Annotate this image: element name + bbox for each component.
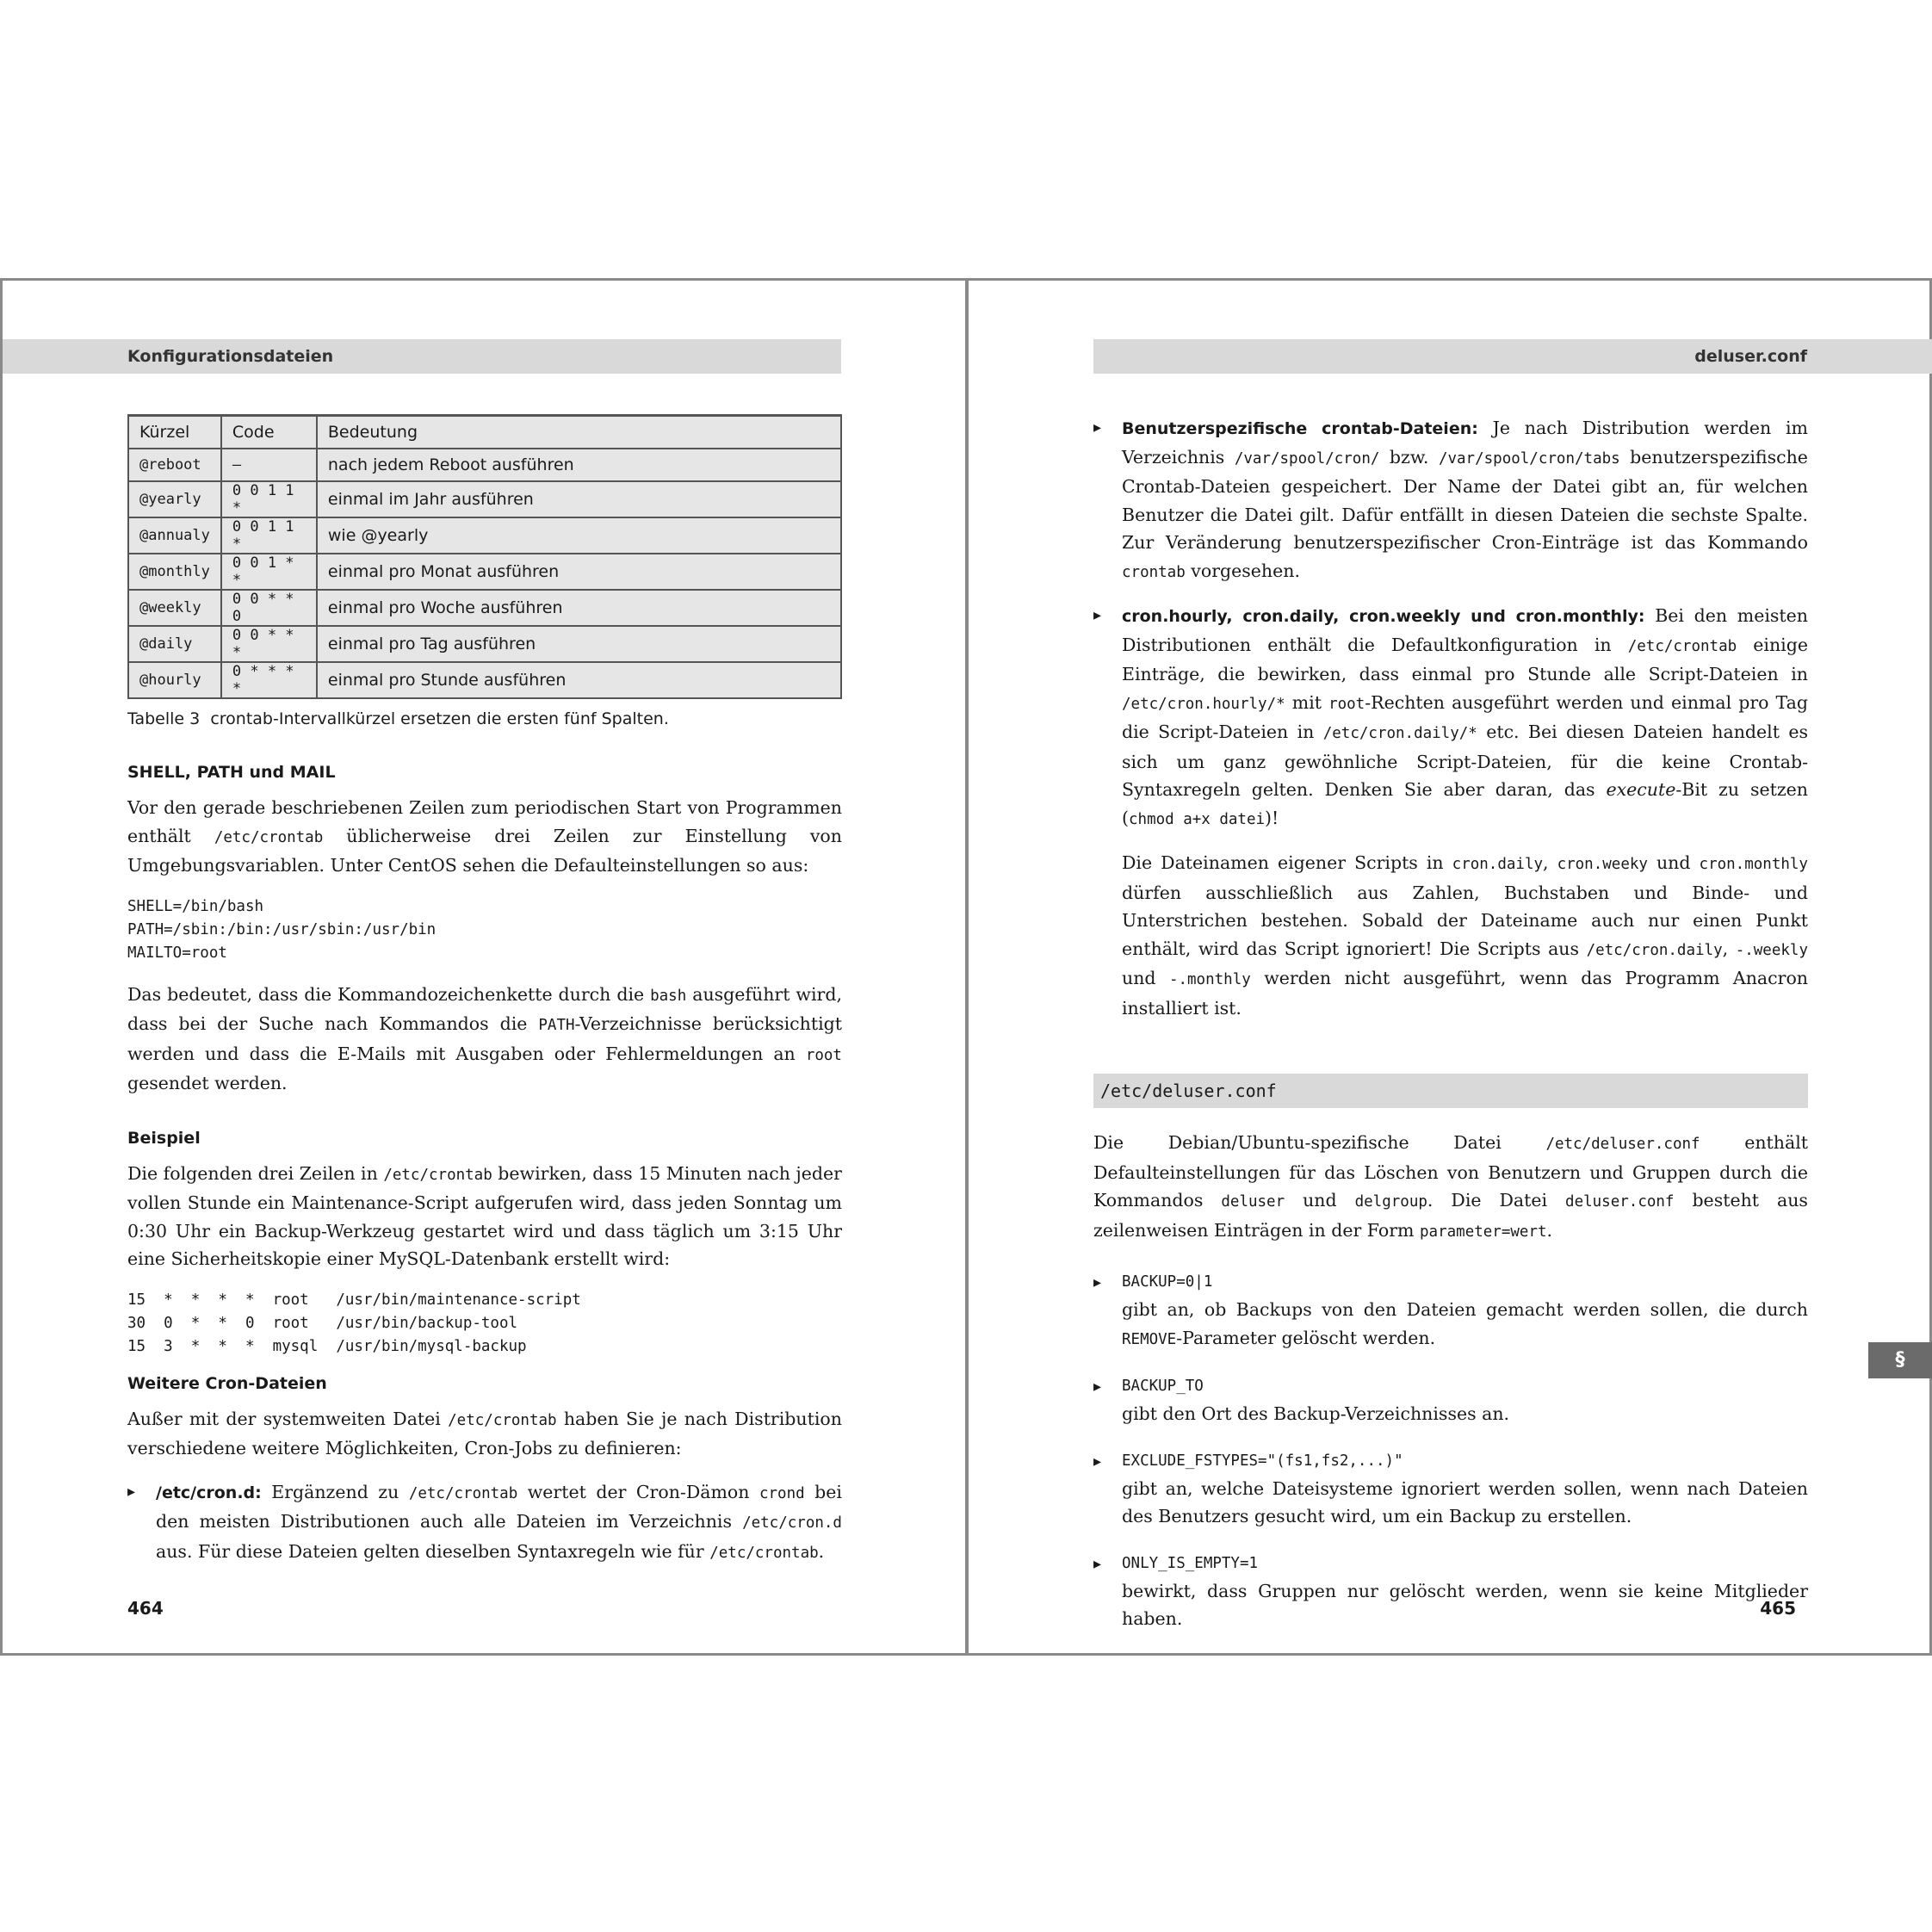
inline-code: /var/spool/cron/tabs bbox=[1438, 449, 1620, 468]
inline-code: /etc/crontab bbox=[383, 1166, 492, 1184]
option-name: BACKUP_TO bbox=[1122, 1378, 1204, 1395]
text: -Bit zu setzen ( bbox=[1122, 779, 1808, 828]
option-description bbox=[1093, 1475, 1808, 1531]
text: , bbox=[1722, 938, 1729, 959]
inline-code: cron.weeky bbox=[1557, 856, 1648, 873]
text: benutzerspezifische Crontab-Dateien gespeichert. Der Name der Datei gibt an, für welchen Benutzer die Datei gilt. Dafür entfällt in diesen Dateien die sechste Spalte. Zur Veränderung benutzerspezifischer Cron-Einträge ist das Kommando bbox=[1122, 446, 1808, 553]
table-caption bbox=[127, 709, 842, 728]
inline-code: -.monthly bbox=[1168, 971, 1251, 988]
option-backup-to bbox=[1093, 1378, 1808, 1395]
table-cell: 0 0 1 1 * bbox=[221, 481, 317, 517]
inline-code: /etc/cron.daily/* bbox=[1322, 725, 1477, 742]
text: ausgeführt wird, dass bei der Suche nach Kommandos die bbox=[127, 983, 842, 1034]
right-page bbox=[966, 278, 1932, 1656]
text: Bei den meisten Distributionen enthält die Defaultkonfiguration in bbox=[1122, 605, 1808, 655]
table-cell: nach jedem Reboot ausführen bbox=[317, 449, 841, 481]
inline-code: cron.monthly bbox=[1699, 856, 1808, 873]
left-content bbox=[127, 414, 842, 1582]
paragraph-env-vars bbox=[127, 794, 842, 880]
text: wertet der Cron-Dämon bbox=[527, 1481, 750, 1502]
table-cell: @annualy bbox=[128, 517, 221, 554]
text: bzw. bbox=[1389, 446, 1429, 468]
table-cell: @daily bbox=[128, 626, 221, 662]
text: )! bbox=[1265, 807, 1279, 828]
table-cell: – bbox=[221, 449, 317, 481]
chapter-thumb-tab: § bbox=[1868, 1342, 1932, 1378]
text: Vor den gerade beschriebenen Zeilen zum periodischen Start von Programmen enthält bbox=[127, 797, 842, 846]
text: und bbox=[1303, 1190, 1337, 1211]
bullet-title: /etc/cron.d: bbox=[156, 1483, 262, 1502]
text: -Rechten ausgeführt werden und einmal pro Tag die Script-Dateien in bbox=[1122, 691, 1808, 742]
inline-code: /etc/crontab bbox=[709, 1544, 819, 1562]
paragraph-other-options bbox=[127, 1405, 842, 1463]
text: besteht aus zeilenweisen Einträgen in der Form bbox=[1093, 1190, 1808, 1241]
table-row bbox=[128, 481, 841, 517]
text: Die Debian/Ubuntu-spezifische Datei bbox=[1093, 1132, 1502, 1153]
inline-code: PATH bbox=[538, 1017, 575, 1034]
inline-code: /var/spool/cron/ bbox=[1234, 449, 1380, 468]
running-head-right: deluser.conf bbox=[1093, 339, 1932, 374]
text: Ergänzend zu bbox=[271, 1481, 399, 1502]
inline-code: parameter=wert bbox=[1420, 1223, 1547, 1241]
inline-code: /etc/crontab bbox=[448, 1411, 557, 1429]
inline-code: /etc/deluser.conf bbox=[1545, 1136, 1700, 1153]
inline-code: crontab bbox=[1122, 563, 1186, 581]
table-cell: einmal pro Monat ausführen bbox=[317, 554, 841, 590]
text: Die Dateinamen eigener Scripts in bbox=[1122, 852, 1444, 873]
text: -Verzeichnisse berücksichtigt werden und dass die E-Mails mit Ausgaben oder Fehlermeldungen an bbox=[127, 1013, 842, 1064]
text: etc. Bei diesen Dateien handelt es sich um ganz gewöhnliche Script-Dateien, für die keine Crontab-Syntaxregeln gelten. Denken Sie aber daran, das bbox=[1122, 721, 1808, 800]
inline-code: crond bbox=[759, 1484, 805, 1502]
paragraph-deluser-intro bbox=[1093, 1129, 1808, 1246]
table-cell: 0 0 1 * * bbox=[221, 554, 317, 590]
text: . Die Datei bbox=[1427, 1190, 1548, 1211]
text: bewirken, dass 15 Minuten nach jeder vollen Stunde ein Maintenance-Script aufgerufen wird, dass jeden Sonntag um 0:30 Uhr ein Backup-Werkzeug gestartet wird und dass täglich um 3:15 Uhr eine Sicherheitskopie einer MySQL-Datenbank erstellt wird: bbox=[127, 1162, 842, 1269]
inline-code: chmod a+x datei bbox=[1129, 810, 1266, 828]
bullet-etc-cron-d bbox=[127, 1478, 842, 1568]
running-head-left: Konfigurationsdateien bbox=[3, 339, 841, 374]
text: und bbox=[1656, 852, 1691, 873]
heading-weitere-cron-dateien: Weitere Cron-Dateien bbox=[127, 1373, 327, 1393]
caption-text: crontab-Intervallkürzel ersetzen die ersten fünf Spalten. bbox=[210, 709, 669, 728]
section-title-deluser-conf: /etc/deluser.conf bbox=[1093, 1074, 1808, 1108]
text: gesendet werden. bbox=[127, 1073, 288, 1093]
text: dürfen ausschließlich aus Zahlen, Buchstaben und Binde- und Unterstrichen bestehen. Sobald der Dateiname auch nur einen Punkt enthält, wird das Script ignoriert! Die Scripts aus bbox=[1122, 882, 1808, 959]
table-row bbox=[128, 449, 841, 481]
table-cell: @yearly bbox=[128, 481, 221, 517]
left-page bbox=[0, 278, 968, 1656]
table-cell: 0 * * * * bbox=[221, 662, 317, 698]
option-exclude-fstypes bbox=[1093, 1452, 1808, 1470]
bullet-title: Benutzerspezifische crontab-Dateien: bbox=[1122, 419, 1478, 438]
option-backup bbox=[1093, 1273, 1808, 1291]
page-number-right: 465 bbox=[1760, 1598, 1796, 1619]
option-name: ONLY_IS_EMPTY=1 bbox=[1122, 1554, 1259, 1572]
crontab-shortcut-table bbox=[127, 414, 842, 699]
caption-label: Tabelle 3 bbox=[127, 709, 201, 728]
inline-code: bash bbox=[650, 987, 687, 1005]
text: bewirkt, dass Gruppen nur gelöscht werden, wenn sie keine Mitglieder haben. bbox=[1122, 1580, 1808, 1629]
table-cell: einmal pro Tag ausführen bbox=[317, 626, 841, 662]
table-row bbox=[128, 554, 841, 590]
table-header-row bbox=[128, 416, 841, 449]
paragraph-meaning bbox=[127, 981, 842, 1098]
bullet-title: cron.hourly, cron.daily, cron.weekly und cron.monthly: bbox=[1122, 607, 1645, 626]
inline-code: REMOVE bbox=[1122, 1330, 1177, 1348]
page-number-left: 464 bbox=[127, 1598, 164, 1619]
table-cell: 0 0 * * 0 bbox=[221, 590, 317, 626]
table-cell: 0 0 * * * bbox=[221, 626, 317, 662]
inline-code: root bbox=[805, 1046, 842, 1064]
inline-code: /etc/crontab bbox=[1627, 637, 1737, 655]
text: mit bbox=[1291, 691, 1322, 713]
table-cell: @hourly bbox=[128, 662, 221, 698]
table-cell: einmal pro Stunde ausführen bbox=[317, 662, 841, 698]
bullet-user-crontab-files bbox=[1093, 414, 1808, 586]
text: Je nach Distribution werden im Verzeichnis bbox=[1122, 418, 1808, 468]
text: -Parameter gelöscht werden. bbox=[1176, 1327, 1436, 1348]
table-header-cell: Code bbox=[221, 416, 317, 449]
option-only-is-empty bbox=[1093, 1555, 1808, 1572]
table-cell: 0 0 1 1 * bbox=[221, 517, 317, 554]
table-row bbox=[128, 517, 841, 554]
paragraph-example bbox=[127, 1160, 842, 1273]
code-block-env: SHELL=/bin/bash PATH=/sbin:/bin:/usr/sbin:/usr/bin MAILTO=root bbox=[127, 897, 437, 962]
table-cell: @weekly bbox=[128, 590, 221, 626]
option-description bbox=[1093, 1577, 1808, 1633]
inline-code: /etc/cron.hourly/* bbox=[1122, 695, 1285, 713]
text: bei den meisten Distributionen auch alle Dateien im Verzeichnis bbox=[156, 1481, 842, 1532]
inline-code: /etc/crontab bbox=[214, 828, 324, 846]
inline-code: /etc/crontab bbox=[408, 1484, 518, 1502]
inline-code: root bbox=[1328, 695, 1365, 713]
option-name: BACKUP=0|1 bbox=[1122, 1273, 1213, 1291]
table-cell: wie @yearly bbox=[317, 517, 841, 554]
text: gibt an, welche Dateisysteme ignoriert werden sollen, wenn nach Dateien des Benutzers gesucht wird, um ein Backup zu erstellen. bbox=[1122, 1477, 1808, 1526]
code-block-crontab-example: 15 * * * * root /usr/bin/maintenance-script 30 0 * * 0 root /usr/bin/backup-tool 15 3 * * * mysql /usr/bin/mysql-backup bbox=[127, 1291, 581, 1355]
text: gibt an, ob Backups von den Dateien gemacht werden sollen, die durch bbox=[1122, 1299, 1808, 1320]
text: haben Sie je nach Distribution verschiedene weitere Möglichkeiten, Cron-Jobs zu definieren: bbox=[127, 1408, 842, 1458]
text: Außer mit der systemweiten Datei bbox=[127, 1408, 441, 1429]
paragraph-script-names bbox=[1093, 849, 1808, 1022]
table-cell: @reboot bbox=[128, 449, 221, 481]
inline-code: /etc/cron.daily bbox=[1586, 941, 1723, 959]
heading-shell-path-mail: SHELL, PATH und MAIL bbox=[127, 763, 336, 782]
text: . bbox=[1546, 1219, 1553, 1241]
table-header-cell: Kürzel bbox=[128, 416, 221, 449]
text: und bbox=[1122, 968, 1156, 988]
inline-code: deluser.conf bbox=[1565, 1193, 1675, 1211]
text: , bbox=[1543, 852, 1549, 873]
text: Die folgenden drei Zeilen in bbox=[127, 1162, 378, 1184]
text: werden nicht ausgeführt, wenn das Programm Anacron installiert ist. bbox=[1122, 968, 1808, 1019]
italic-text: execute bbox=[1606, 779, 1676, 800]
text: Das bedeutet, dass die Kommandozeichenkette durch die bbox=[127, 983, 645, 1005]
table-cell: einmal pro Woche ausführen bbox=[317, 590, 841, 626]
table-row bbox=[128, 662, 841, 698]
table-row bbox=[128, 626, 841, 662]
table-cell: einmal im Jahr ausführen bbox=[317, 481, 841, 517]
inline-code: -.weekly bbox=[1735, 941, 1808, 959]
table-header-cell: Bedeutung bbox=[317, 416, 841, 449]
option-name: EXCLUDE_FSTYPES="(fs1,fs2,...)" bbox=[1122, 1452, 1403, 1470]
inline-code: /etc/cron.d bbox=[742, 1514, 842, 1532]
text: einige Einträge, die bewirken, dass einmal pro Stunde alle Script-Dateien in bbox=[1122, 634, 1808, 684]
text: gibt den Ort des Backup-Verzeichnisses an. bbox=[1122, 1403, 1510, 1424]
option-description bbox=[1093, 1400, 1808, 1428]
text: . bbox=[818, 1540, 825, 1562]
inline-code: deluser bbox=[1221, 1193, 1285, 1211]
text: aus. Für diese Dateien gelten dieselben Syntaxregeln wie für bbox=[156, 1540, 704, 1562]
text: vorgesehen. bbox=[1191, 560, 1300, 581]
heading-beispiel: Beispiel bbox=[127, 1128, 201, 1148]
bullet-cron-periodic-dirs bbox=[1093, 602, 1808, 833]
right-content bbox=[1093, 414, 1808, 1649]
text: üblicherweise drei Zeilen zur Einstellung von Umgebungsvariablen. Unter CentOS sehen die Defaulteinstellungen so aus: bbox=[127, 825, 842, 876]
inline-code: cron.daily bbox=[1452, 856, 1544, 873]
table-cell: @monthly bbox=[128, 554, 221, 590]
table-row bbox=[128, 590, 841, 626]
option-description bbox=[1093, 1296, 1808, 1353]
text: enthält Defaulteinstellungen für das Löschen von Benutzern und Gruppen durch die Kommandos bbox=[1093, 1132, 1808, 1211]
inline-code: delgroup bbox=[1354, 1193, 1427, 1211]
